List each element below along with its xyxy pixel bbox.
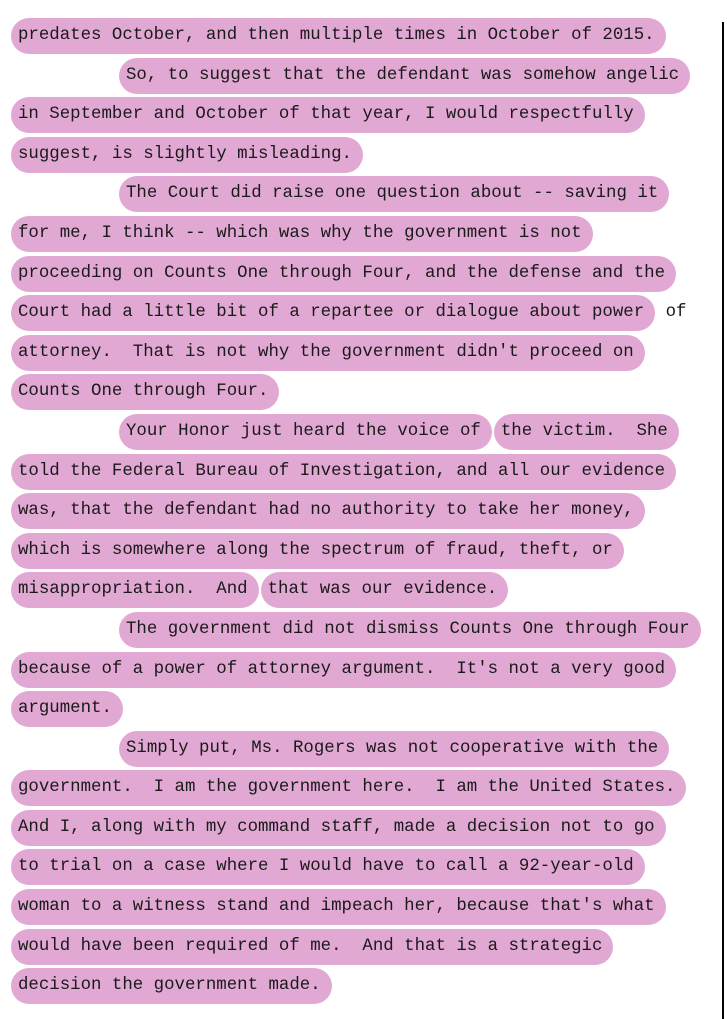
transcript-line xyxy=(11,927,721,967)
transcript-page xyxy=(11,16,721,1006)
highlighted-text: to trial on a case where I would have to call a 92-year-old xyxy=(11,849,645,885)
highlighted-text: decision the government made. xyxy=(11,968,332,1004)
transcript-line xyxy=(11,808,721,848)
highlighted-text: Your Honor just heard the voice of xyxy=(119,414,492,450)
highlighted-text: And I, along with my command staff, made a decision not to go xyxy=(11,810,666,846)
transcript-line xyxy=(11,768,721,808)
transcript-line xyxy=(11,95,721,135)
highlighted-text: the victim. She xyxy=(494,414,679,450)
highlighted-text: was, that the defendant had no authority to take her money, xyxy=(11,493,645,529)
transcript-line xyxy=(11,174,721,214)
highlighted-text: So, to suggest that the defendant was somehow angelic xyxy=(119,58,690,94)
highlighted-text: in September and October of that year, I would respectfully xyxy=(11,97,645,133)
highlighted-text: proceeding on Counts One through Four, and the defense and the xyxy=(11,256,676,292)
transcript-line xyxy=(11,56,721,96)
highlighted-text: would have been required of me. And that is a strategic xyxy=(11,929,613,965)
highlighted-text: misappropriation. And xyxy=(11,572,259,608)
highlighted-text: suggest, is slightly misleading. xyxy=(11,137,363,173)
transcript-line xyxy=(11,333,721,373)
transcript-line xyxy=(11,491,721,531)
highlighted-text: argument. xyxy=(11,691,123,727)
transcript-line xyxy=(11,412,721,452)
highlighted-text: told the Federal Bureau of Investigation, and all our evidence xyxy=(11,454,676,490)
highlighted-text: The government did not dismiss Counts One through Four xyxy=(119,612,701,648)
highlighted-text: Counts One through Four. xyxy=(11,374,279,410)
transcript-line xyxy=(11,610,721,650)
transcript-line xyxy=(11,293,721,333)
highlighted-text: Court had a little bit of a repartee or dialogue about power xyxy=(11,295,655,331)
line-text: of xyxy=(655,303,687,323)
highlighted-text: government. I am the government here. I am the United States. xyxy=(11,770,686,806)
transcript-line xyxy=(11,570,721,610)
transcript-line xyxy=(11,650,721,690)
transcript-line xyxy=(11,887,721,927)
highlighted-text: The Court did raise one question about -- saving it xyxy=(119,176,669,212)
transcript-line xyxy=(11,135,721,175)
transcript-line xyxy=(11,531,721,571)
highlighted-text: because of a power of attorney argument. It's not a very good xyxy=(11,652,676,688)
transcript-line xyxy=(11,689,721,729)
right-margin-rule xyxy=(722,22,724,1019)
transcript-line xyxy=(11,729,721,769)
transcript-line xyxy=(11,214,721,254)
highlighted-text: Simply put, Ms. Rogers was not cooperative with the xyxy=(119,731,669,767)
highlighted-text: predates October, and then multiple times in October of 2015. xyxy=(11,18,666,54)
highlighted-text: which is somewhere along the spectrum of fraud, theft, or xyxy=(11,533,624,569)
highlighted-text: woman to a witness stand and impeach her, because that's what xyxy=(11,889,666,925)
transcript-line xyxy=(11,254,721,294)
highlighted-text: attorney. That is not why the government didn't proceed on xyxy=(11,335,645,371)
highlighted-text: that was our evidence. xyxy=(261,572,509,608)
transcript-line xyxy=(11,847,721,887)
transcript-line xyxy=(11,966,721,1006)
transcript-line xyxy=(11,452,721,492)
transcript-line xyxy=(11,16,721,56)
transcript-line xyxy=(11,372,721,412)
highlighted-text: for me, I think -- which was why the government is not xyxy=(11,216,593,252)
